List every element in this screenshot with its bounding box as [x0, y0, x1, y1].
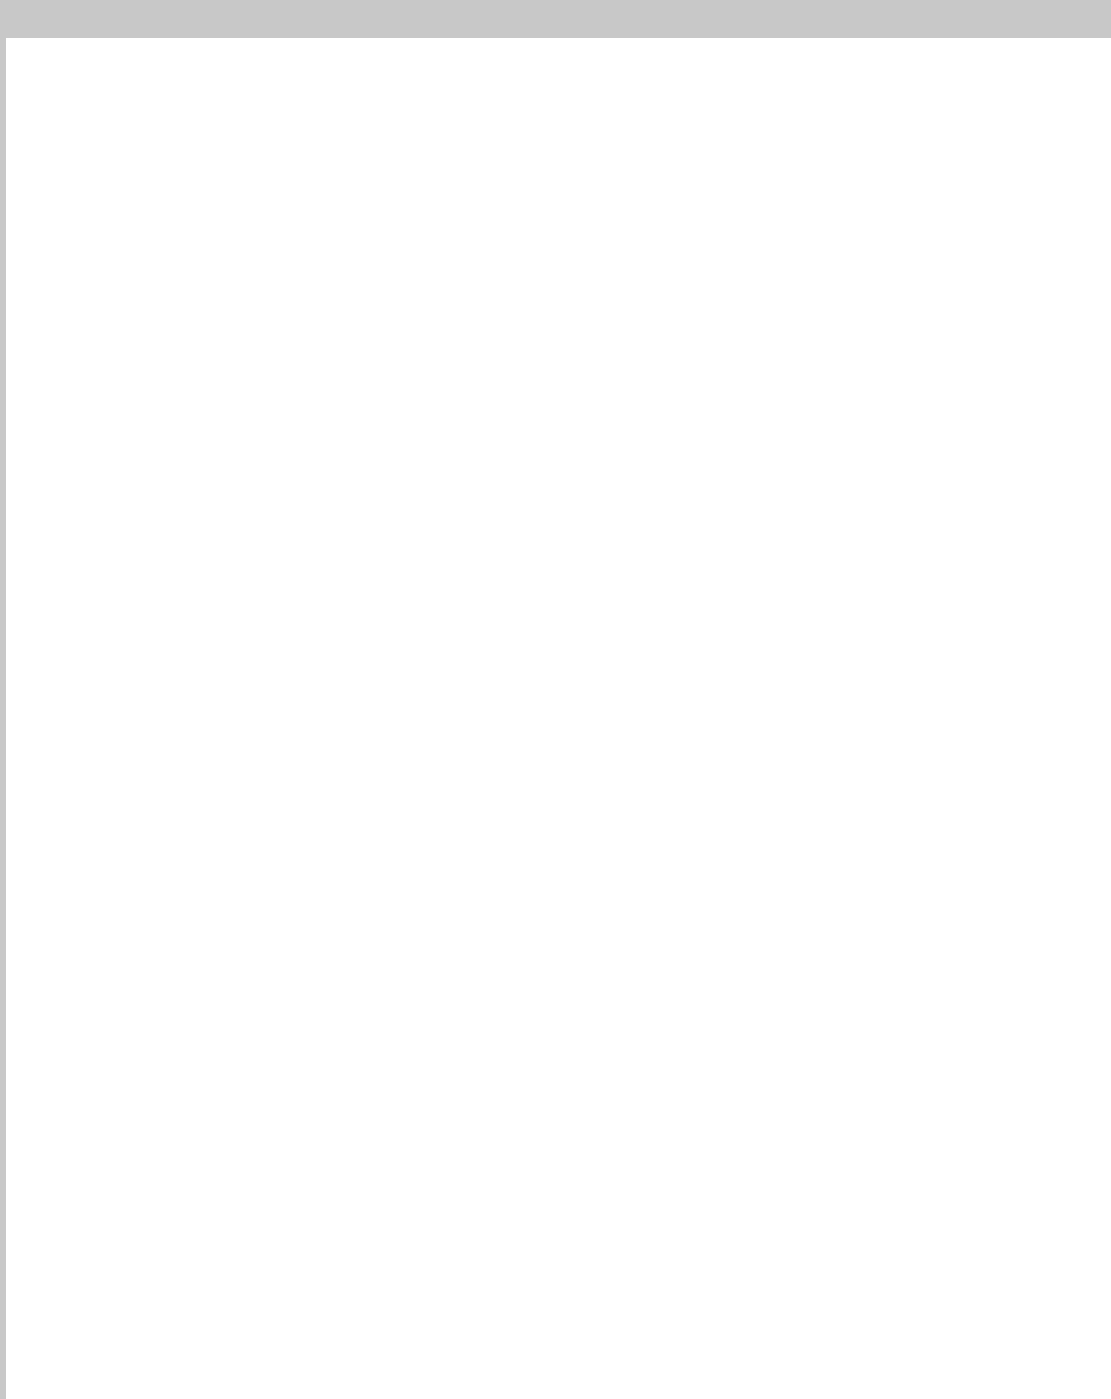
diagram-sheet — [6, 38, 1111, 1399]
wiring-diagram — [6, 38, 1111, 1399]
top-bar — [0, 0, 1111, 38]
